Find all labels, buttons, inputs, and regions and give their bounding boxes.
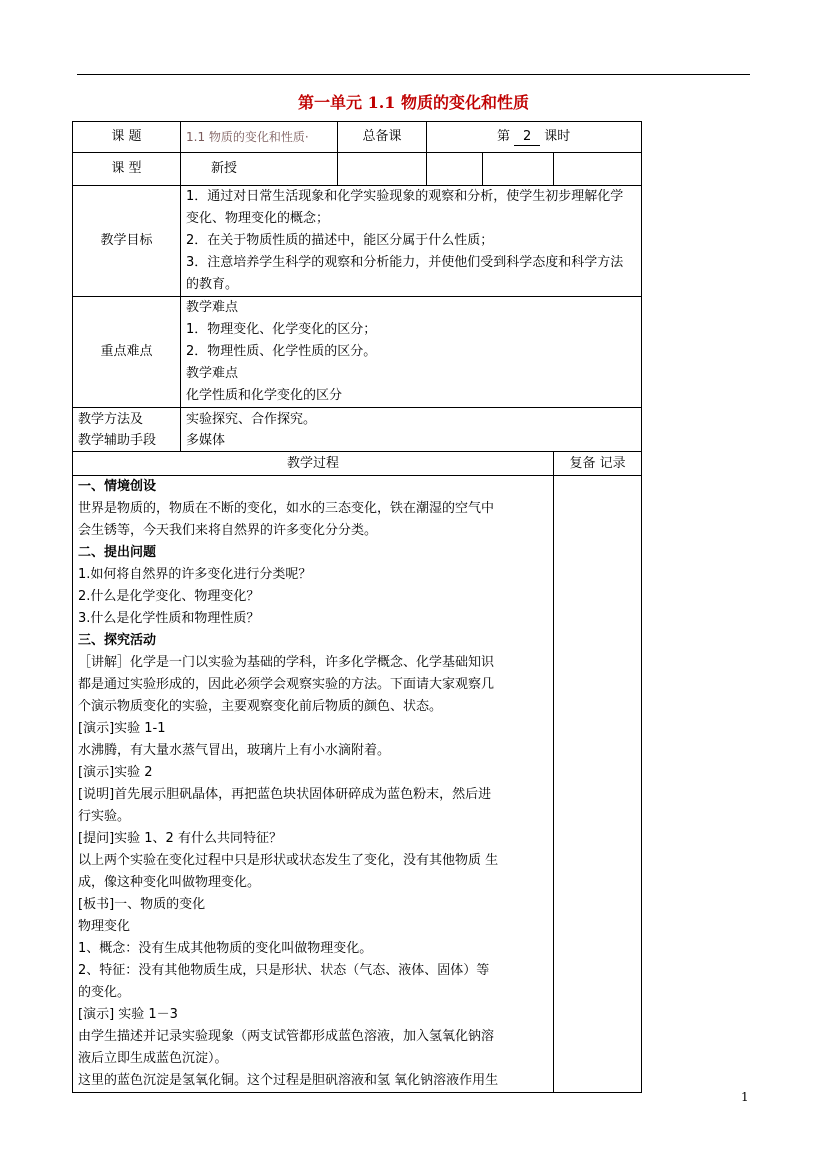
process-line: 2、特征：没有其他物质生成，只是形状、状态（气态、液体、固体）等	[78, 963, 490, 978]
process-line: 水沸腾，有大量水蒸气冒出，玻璃片上有小水滴附着。	[78, 743, 391, 758]
period-suffix: 课时	[544, 129, 571, 144]
process-line: 液后立即生成蓝色沉淀）。	[78, 1051, 228, 1066]
topic-value: 1.1 物质的变化和性质·	[181, 122, 338, 153]
prep-label: 总备课	[338, 122, 427, 153]
empty-cell	[338, 153, 427, 186]
period-cell	[427, 122, 642, 153]
methods-content	[181, 408, 642, 452]
section-heading: 一、情境创设	[78, 479, 157, 494]
process-line: 这里的蓝色沉淀是氢氧化铜。这个过程是胆矾溶液和氢 氧化钠溶液作用生	[78, 1073, 499, 1088]
process-line: 成，像这种变化叫做物理变化。	[78, 875, 261, 890]
process-row	[73, 476, 642, 1093]
empty-cell	[554, 153, 642, 186]
process-line: [演示] 实验 1－3	[78, 1007, 178, 1022]
objective-item: 1．通过对日常生活现象和化学实验现象的观察和分析，使学生初步理解化学变化、物理变化的概念；	[186, 189, 624, 226]
objective-item: 3．注意培养学生科学的观察和分析能力，并使他们受到科学态度和科学方法的教育。	[186, 255, 624, 292]
process-line: 世界是物质的，物质在不断的变化，如水的三态变化，铁在潮湿的空气中	[78, 501, 495, 516]
methods-label-line: 教学辅助手段	[78, 432, 157, 448]
document-title: 第一单元 1.1 物质的变化和性质	[298, 93, 529, 112]
key-points-row	[73, 297, 642, 408]
process-line: [说明]首先展示胆矾晶体，再把蓝色块状固体研碎成为蓝色粉末，然后进	[78, 787, 492, 802]
process-line: 个演示物质变化的实验，主要观察变化前后物质的颜色、状态。	[78, 699, 443, 714]
notes-cell	[554, 476, 642, 1093]
process-line: 由学生描述并记录实验现象（两支试管都形成蓝色溶液，加入氢氧化钠溶	[78, 1029, 495, 1044]
objective-item: 2．在关于物质性质的描述中，能区分属于什么性质；	[186, 233, 494, 248]
process-line: 物理变化	[78, 919, 131, 934]
header-rule	[77, 74, 750, 75]
key-point-line: 化学性质和化学变化的区分	[186, 388, 343, 403]
methods-label-line: 教学方法及	[78, 411, 144, 427]
methods-row	[73, 408, 642, 452]
topic-label: 课 题	[73, 122, 181, 153]
type-value: 新授	[181, 153, 338, 186]
key-points-content	[181, 297, 642, 408]
objectives-content	[181, 186, 642, 297]
process-line: ［讲解］化学是一门以实验为基础的学科，许多化学概念、化学基础知识	[78, 655, 495, 670]
section-heading: 三、探究活动	[78, 633, 157, 648]
type-label: 课 型	[73, 153, 181, 186]
process-line: 以上两个实验在变化过程中只是形状或状态发生了变化，没有其他物质 生	[78, 853, 499, 868]
process-line: 2.什么是化学变化、物理变化？	[78, 589, 260, 604]
process-line: 会生锈等，今天我们来将自然界的许多变化分分类。	[78, 523, 378, 538]
process-line: 1、概念：没有生成其他物质的变化叫做物理变化。	[78, 941, 373, 956]
process-line: [演示]实验 1-1	[78, 721, 166, 736]
process-line: 的变化。	[78, 985, 131, 1000]
methods-line: 多媒体	[186, 432, 226, 448]
objectives-label: 教学目标	[73, 186, 181, 297]
process-line: [提问]实验 1、2 有什么共同特征？	[78, 831, 282, 846]
objectives-row	[73, 186, 642, 297]
empty-cell	[427, 153, 483, 186]
process-line: 1.如何将自然界的许多变化进行分类呢？	[78, 567, 312, 582]
key-point-line: 1．物理变化、化学变化的区分；	[186, 322, 377, 337]
key-point-line: 教学难点	[186, 300, 239, 315]
process-line: 行实验。	[78, 809, 131, 824]
key-point-line: 2．物理性质、化学性质的区分。	[186, 344, 377, 359]
key-point-line: 教学难点	[186, 366, 239, 381]
process-line: [演示]实验 2	[78, 765, 153, 780]
section-heading: 二、提出问题	[78, 545, 157, 560]
process-line: 都是通过实验形成的，因此必须学会观察实验的方法。下面请大家观察几	[78, 677, 495, 692]
process-header-row	[73, 452, 642, 476]
type-row	[73, 153, 642, 186]
page-number: 1	[741, 1090, 749, 1104]
methods-line: 实验探究、合作探究。	[186, 411, 317, 427]
notes-header: 复备 记录	[554, 452, 642, 476]
process-content	[73, 476, 554, 1093]
lesson-plan-table	[72, 121, 642, 1093]
empty-cell	[483, 153, 554, 186]
process-header: 教学过程	[73, 452, 554, 476]
methods-label	[73, 408, 181, 452]
process-line: 3.什么是化学性质和物理性质？	[78, 611, 260, 626]
key-points-label: 重点难点	[73, 297, 181, 408]
period-number: 2	[514, 129, 540, 146]
period-prefix: 第	[497, 129, 511, 144]
topic-row	[73, 122, 642, 153]
process-line: [板书]一、物质的变化	[78, 897, 206, 912]
